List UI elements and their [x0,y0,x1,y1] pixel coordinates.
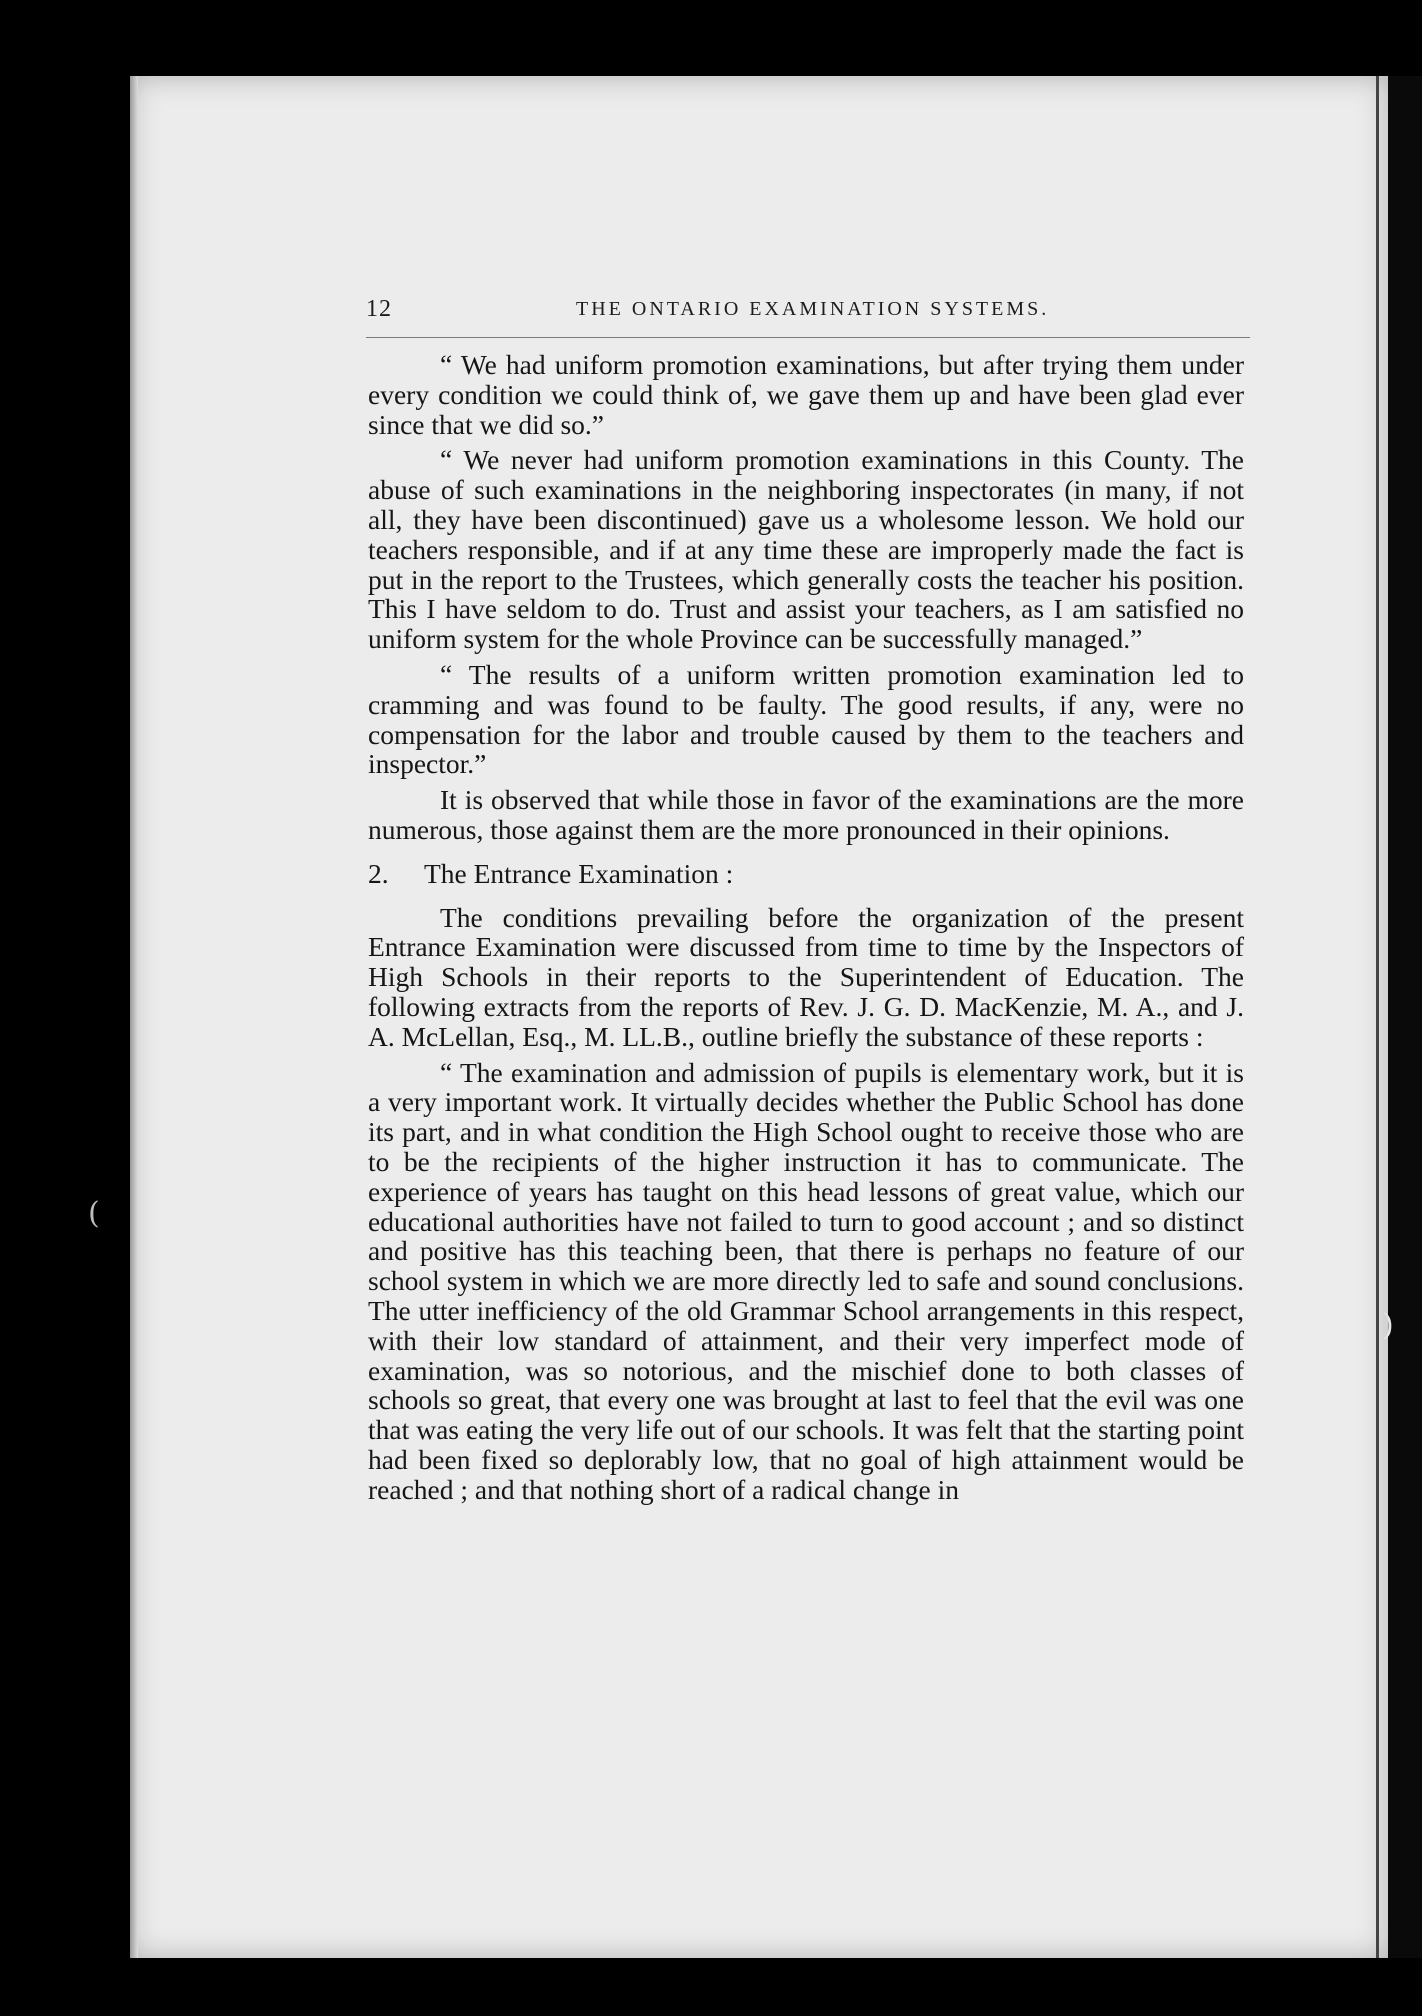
paragraph: “ The results of a uniform written promotion examination led to cramming and was found to be faulty. The good results, if any, were no compensation for the labor and trouble caused by them to the teachers and inspector.” [368,658,1244,780]
adjacent-page-strip [1388,76,1422,1958]
page-number: 12 [366,296,392,322]
running-head-title: THE ONTARIO EXAMINATION SYSTEMS. [576,298,1050,320]
paragraph: “ We never had uniform promotion examinations in this County. The abuse of such examinations in the neighboring inspectorates (in many, if not all, they have been discontinued) gave us a wholesome lesson. We hold our teachers responsible, and if at any time these are improperly made the fact is put in the report to the Trustees, which generally costs the teacher his position. This I have seldom to do. Trust and assist your teachers, as I am satisfied no uniform system for the whole Province can be successfully managed.” [368,444,1244,655]
paragraph: “ The examination and admission of pupils is elementary work, but it is a very important work. It virtually decides whether the Public School has done its part, and in what condition the High School ought to receive those who are to be the recipients of the higher instruction it has to communicate. The experience of years has taught on this head lessons of great value, which our educational authorities have not failed to turn to good account ; and so distinct and positive has this teaching been, that there is perhaps no feature of our school system in which we are more directly led to safe and sound conclusions. The utter inefficiency of the old Grammar School arrangements in this respect, with their low standard of attainment, and their very imperfect mode of examination, was so notorious, and the mischief done to both classes of schools so great, that every one was brought at last to feel that the evil was one that was eating the very life out of our schools. It was felt that the starting point had been fixed so deplorably low, that no goal of high attainment would be reached ; and that nothing short of a radical change in [368,1056,1244,1505]
margin-speck: ) [1382,1308,1394,1343]
page-left-edge [130,76,138,1958]
margin-speck: ( [88,1196,100,1231]
running-head [366,296,1250,326]
running-head-rule [366,337,1250,338]
paragraph: “ We had uniform promotion examinations, but after trying them under every condition we could think of, we gave them up and have been glad ever since that we did so.” [368,349,1244,440]
paragraph: The conditions prevailing before the organization of the present Entrance Examination were discussed from time to time by the Inspectors of High Schools in their reports to the Superintendent of Education. The following extracts from the reports of Rev. J. G. D. MacKenzie, M. A., and J. A. McLellan, Esq., M. LL.B., outline briefly the substance of these reports : [368,901,1244,1052]
section-heading [368,859,1244,889]
section-number: 2. [368,857,389,889]
section-title: The Entrance Examination : [424,857,734,889]
page-right-fold-line [1376,76,1379,1958]
paragraph: It is observed that while those in favor of the examinations are the more numerous, those against them are the more pronounced in their opinions. [368,784,1244,845]
body-text [368,350,1244,1510]
